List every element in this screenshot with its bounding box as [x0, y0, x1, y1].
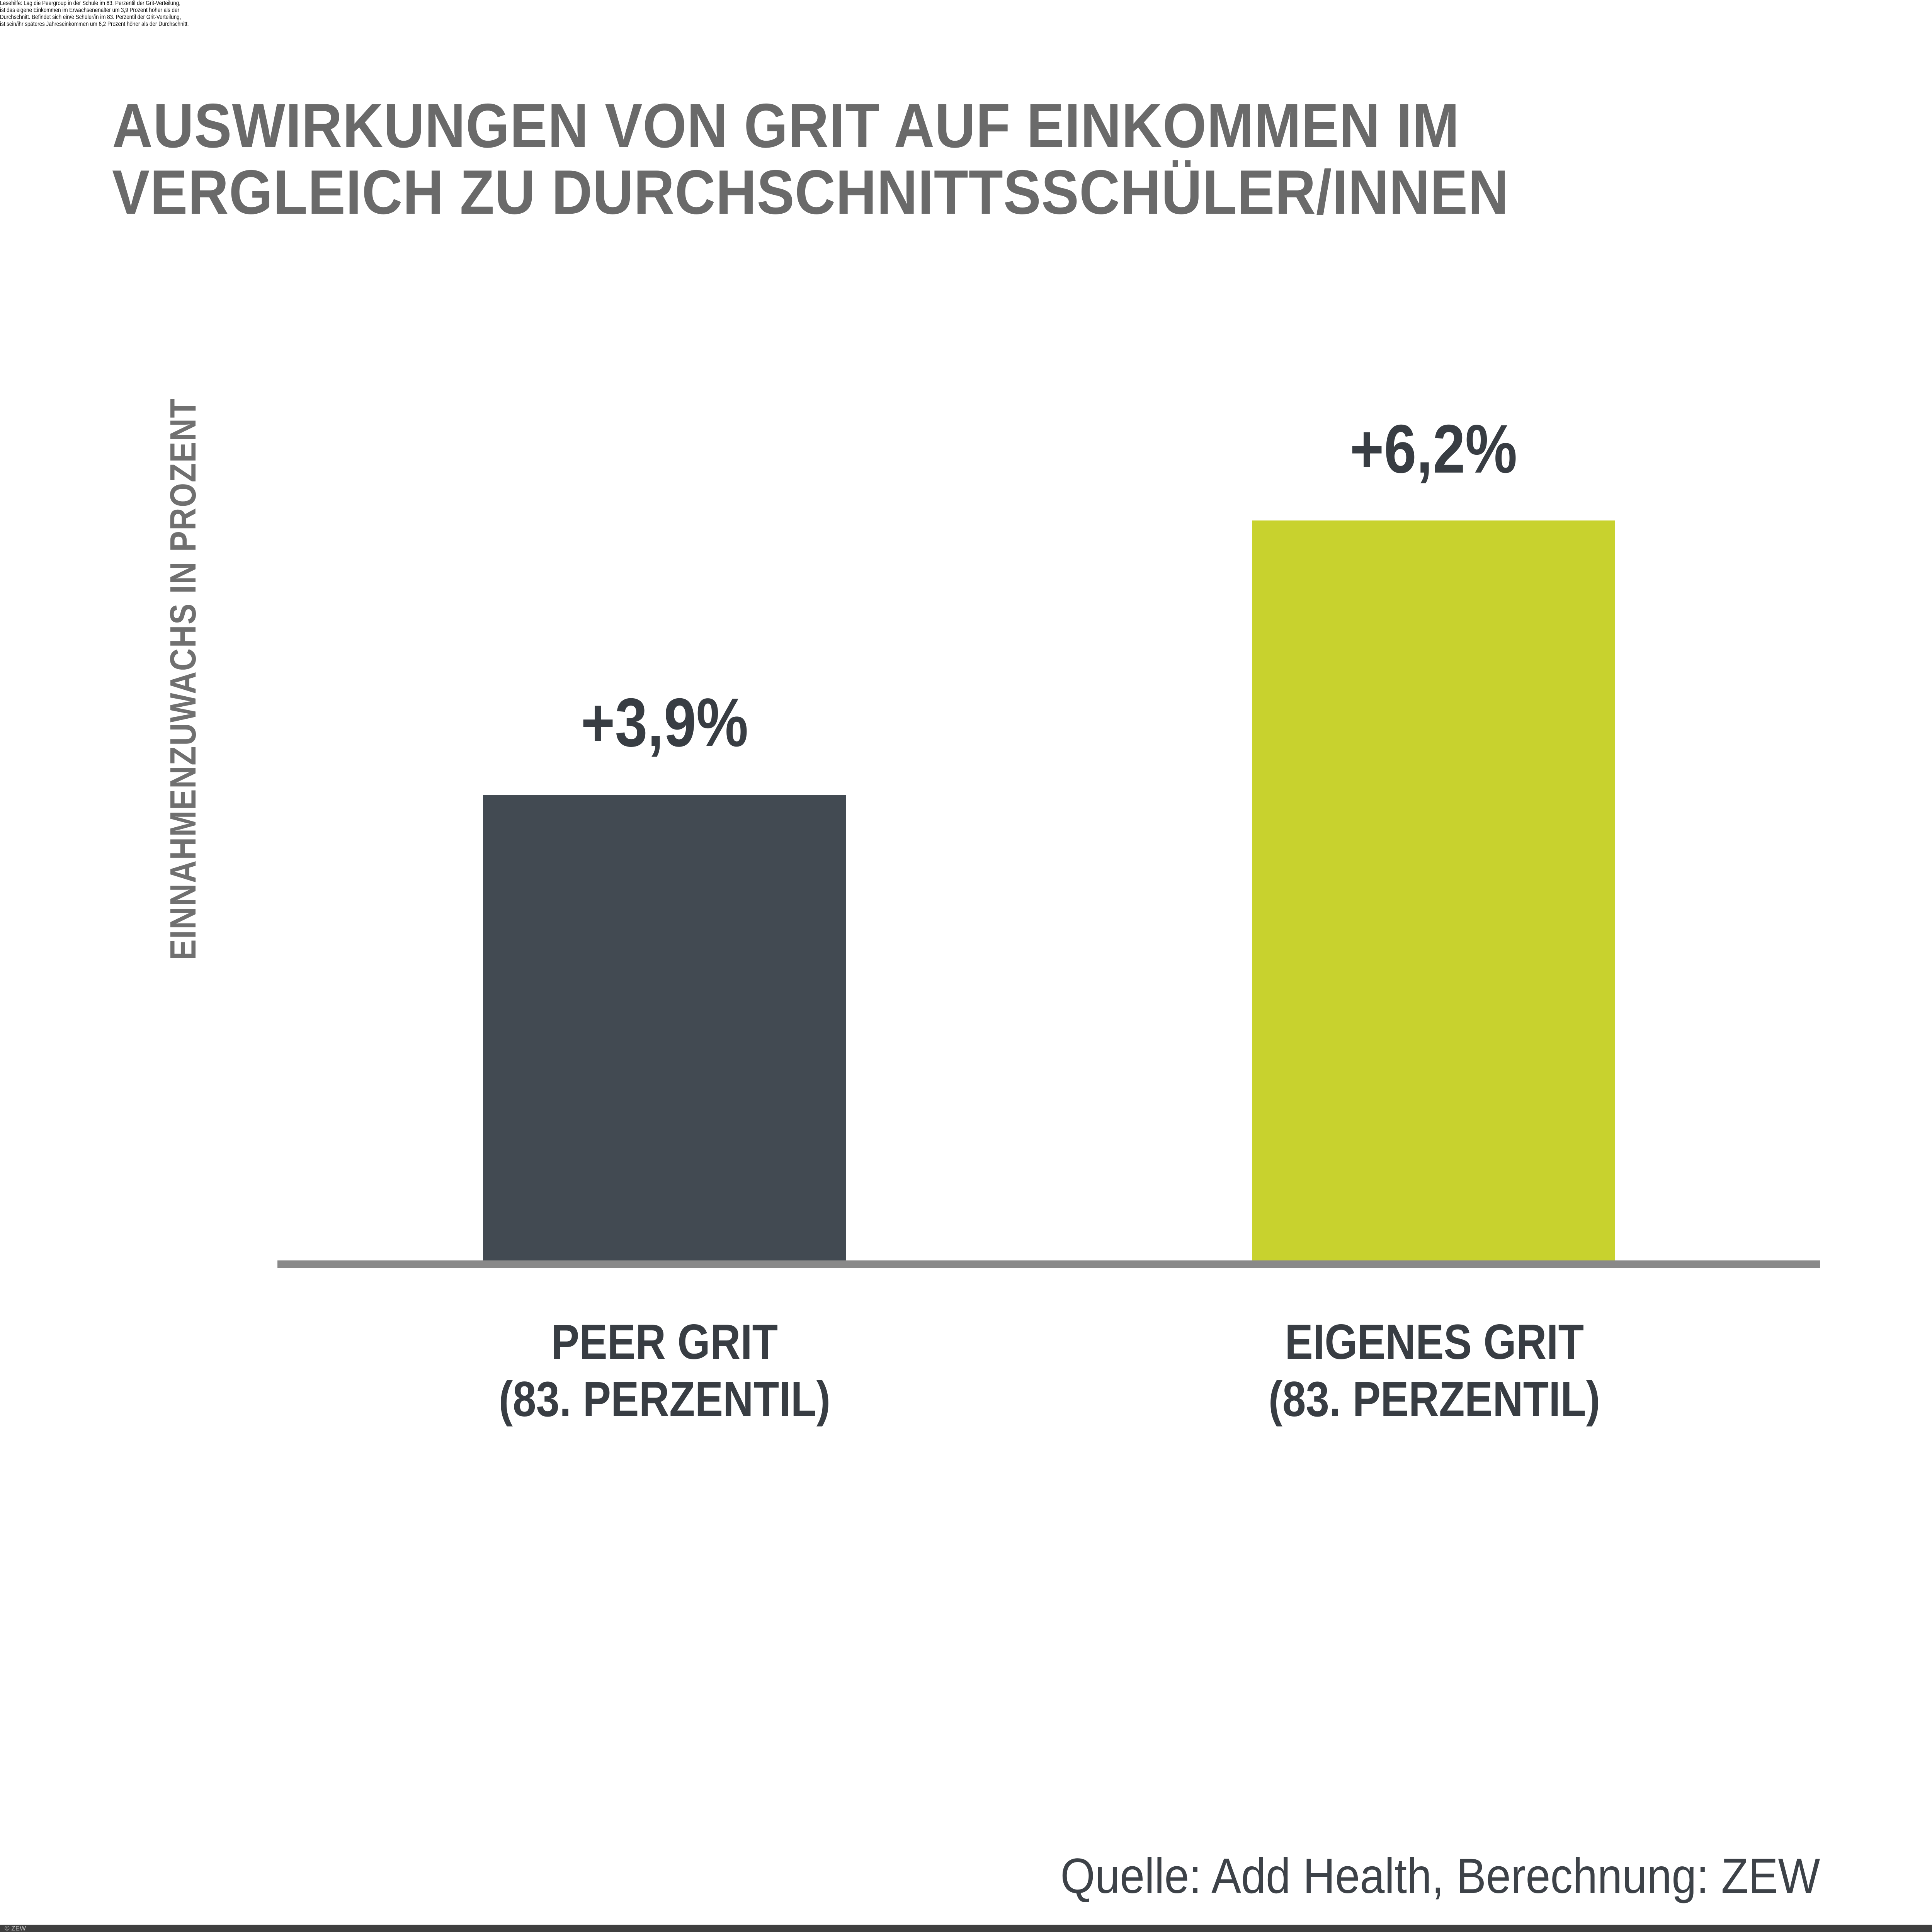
bar-eigenes-grit	[1252, 520, 1615, 1260]
chart-title-line2: VERGLEICH ZU DURCHSCHNITTSSCHÜLER/INNEN	[112, 157, 1509, 227]
x-axis-line	[277, 1260, 1820, 1268]
bar-peer-grit	[483, 795, 846, 1260]
y-axis-label: EINNAHMENZUWACHS IN PROZENT	[163, 398, 204, 960]
copyright-label: © ZEW	[5, 1925, 26, 1932]
chart-title	[112, 93, 1664, 226]
footer-bar	[0, 1925, 1932, 1932]
bar-value-label-eigenes-grit: +6,2%	[1350, 410, 1517, 487]
bar-value-label-peer-grit: +3,9%	[581, 684, 748, 761]
category-label-peer-grit: PEER GRIT (83. PERZENTIL)	[498, 1315, 831, 1427]
chart-title-line1: AUSWIRKUNGEN VON GRIT AUF EINKOMMEN IM	[112, 91, 1460, 161]
zew-grit-income-infographic: AUSWIRKUNGEN VON GRIT AUF EINKOMMEN IM VERGLEICH ZU DURCHSCHNITTSSCHÜLER/INNEN EINNAHMENZUWACHS IN PROZENT +3,9% +6,2% PEER GRIT (83. PERZENTIL) EIGENES GRIT (83. PERZENTIL) Lesehilfe: Lag die Peergroup in der Schule im 83. Perzentil der Grit-Verteilung, ist das eigene Einkommen im Erwachsenenalter um 3,9 Prozent höher als der Durchschnitt. Befindet sich ein/e Schüler/in im 83. Perzentil der Grit-Verteilung, ist sein/ihr späteres Jahreseinkommen um 6,2 Prozent höher als der Durchschnitt. Quelle: Add Health, Berechnung: ZEW © ZEW	[0, 0, 1932, 1932]
category-label-eigenes-grit: EIGENES GRIT (83. PERZENTIL)	[1268, 1315, 1600, 1427]
source-note: Quelle: Add Health, Berechnung: ZEW	[1060, 1849, 1820, 1904]
